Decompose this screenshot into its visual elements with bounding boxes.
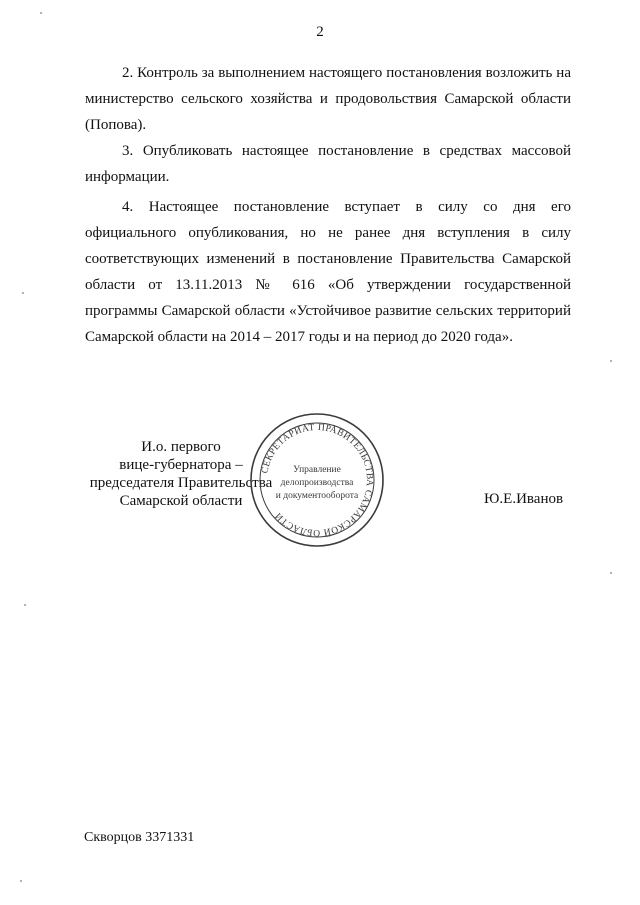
- scan-speck: [610, 572, 612, 574]
- scan-speck: [22, 292, 24, 294]
- signatory-title-line-2: вице-губернатора –: [119, 457, 243, 473]
- scan-speck: [610, 360, 612, 362]
- signatory-title-line-3: председателя Правительства: [89, 475, 273, 491]
- stamp-line-2: делопроизводства: [280, 478, 354, 488]
- paragraph-4: 4. Настоящее постановление вступает в силу со дня его официального опубликования, но не ранее дня вступления в силу соответствующих изменений в постановление Правительства Самарской области от 13.11.2013 № 616 «Об утверждении государственной программы Самарской области «Устойчивое развитие сельских территорий Самарской области на 2014 – 2017 годы и на период до 2020 года».: [85, 199, 571, 345]
- stamp-line-3: и документооборота: [275, 491, 359, 501]
- executor-contact: Скворцов 3371331: [84, 830, 195, 845]
- scan-speck: [40, 12, 42, 14]
- stamp-ring-text: СЕКРЕТАРИАТ ПРАВИТЕЛЬСТВА САМАРСКОЙ ОБЛАСТИ: [260, 422, 375, 538]
- scan-speck: [20, 880, 22, 882]
- paragraph-3: 3. Опубликовать настоящее постановление в средствах массовой информации.: [85, 143, 571, 185]
- signatory-title-line-1: И.о. первого: [141, 439, 221, 455]
- official-stamp: [247, 410, 387, 550]
- paragraph-2: 2. Контроль за выполнением настоящего постановления возложить на министерство сельского хозяйства и продовольствия Самарской области (Попова).: [85, 65, 571, 133]
- stamp-line-1: Управление: [293, 465, 341, 475]
- scan-speck: [24, 604, 26, 606]
- page-number: 2: [316, 24, 324, 40]
- signatory-name: Ю.Е.Иванов: [484, 491, 564, 507]
- signatory-title-line-4: Самарской области: [119, 493, 243, 509]
